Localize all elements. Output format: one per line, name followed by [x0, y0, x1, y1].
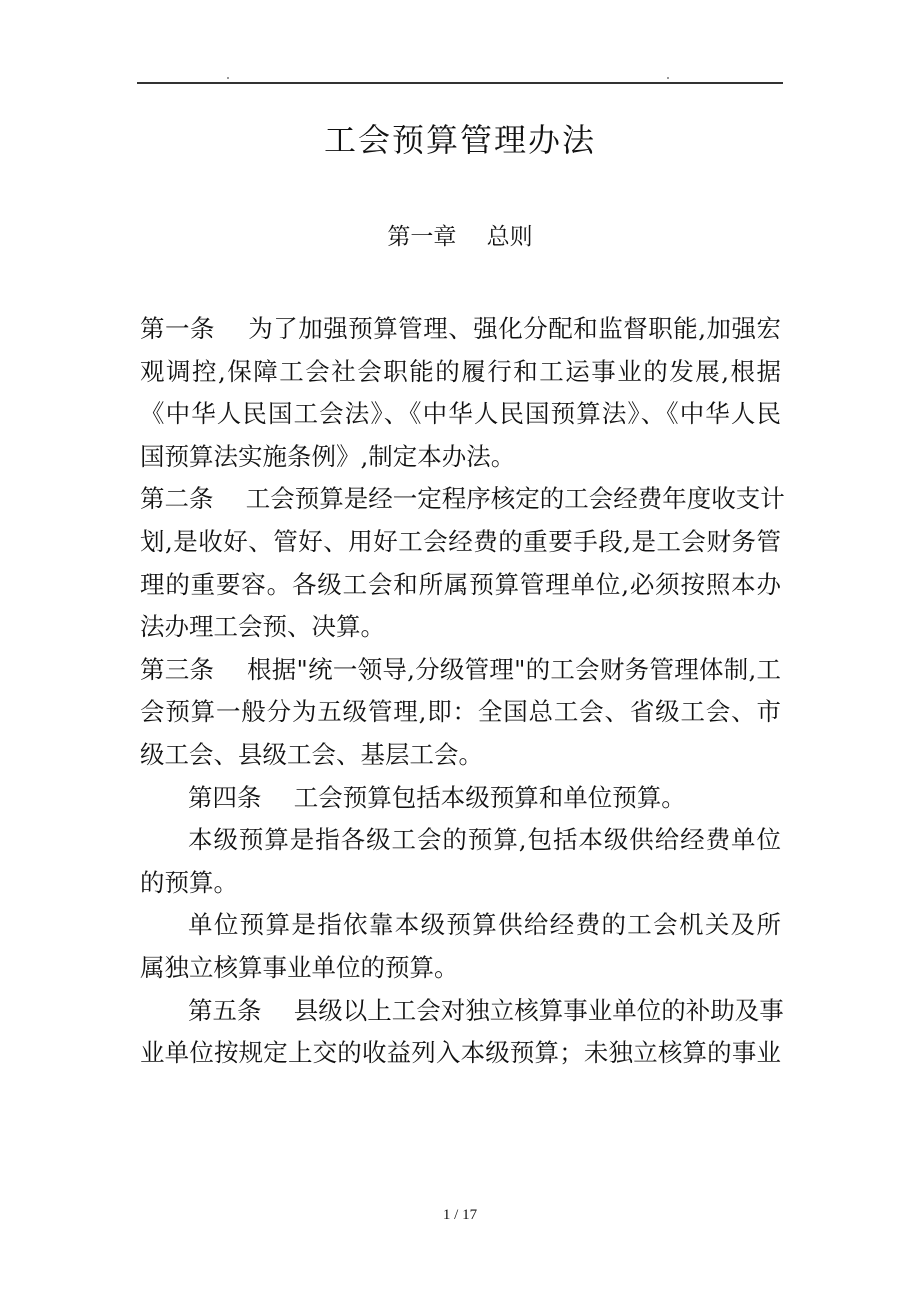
- text-line: 第一条 为了加强预算管理、强化分配和监督职能,加强宏: [140, 314, 781, 343]
- text-line: 国预算法实施条例》,制定本办法。: [140, 441, 516, 471]
- text-line: 级工会、县级工会、基层工会。: [140, 740, 483, 769]
- text-line: 的预算。: [140, 867, 238, 897]
- chapter-heading: 第一章 总则: [387, 224, 533, 250]
- text-line: 划,是收好、管好、用好工会经费的重要手段,是工会财务管: [140, 527, 781, 556]
- header-dot-left: [227, 77, 229, 79]
- text-line: 单位预算是指依靠本级预算供给经费的工会机关及所: [188, 910, 781, 940]
- text-line: 本级预算是指各级工会的预算,包括本级供给经费单位: [188, 825, 781, 855]
- page-indicator: 1 / 17: [442, 1207, 478, 1223]
- document-title: 工会预算管理办法: [323, 121, 596, 159]
- text-line: 第四条 工会预算包括本级预算和单位预算。: [188, 782, 686, 812]
- text-line: 第二条 工会预算是经一定程序核定的工会经费年度收支计: [140, 484, 785, 514]
- header-rule: [137, 82, 783, 84]
- text-line: 《中华人民国工会法》、《中华人民国预算法》、《中华人民: [140, 399, 781, 429]
- text-line: 会预算一般分为五级管理,即：全国总工会、省级工会、市: [140, 697, 781, 727]
- text-line: 第三条 根据"统一领导,分级管理"的工会财务管理体制,工: [140, 654, 781, 684]
- text-line: 理的重要容。各级工会和所属预算管理单位,必须按照本办: [140, 569, 781, 599]
- header-dot-right: [667, 77, 669, 79]
- text-line: 观调控,保障工会社会职能的履行和工运事业的发展,根据: [140, 356, 781, 386]
- text-line: 属独立核算事业单位的预算。: [140, 953, 459, 982]
- text-line: 业单位按规定上交的收益列入本级预算；未独立核算的事业: [140, 1038, 781, 1068]
- text-line: 法办理工会预、决算。: [140, 612, 385, 642]
- text-line: 第五条 县级以上工会对独立核算事业单位的补助及事: [188, 995, 784, 1025]
